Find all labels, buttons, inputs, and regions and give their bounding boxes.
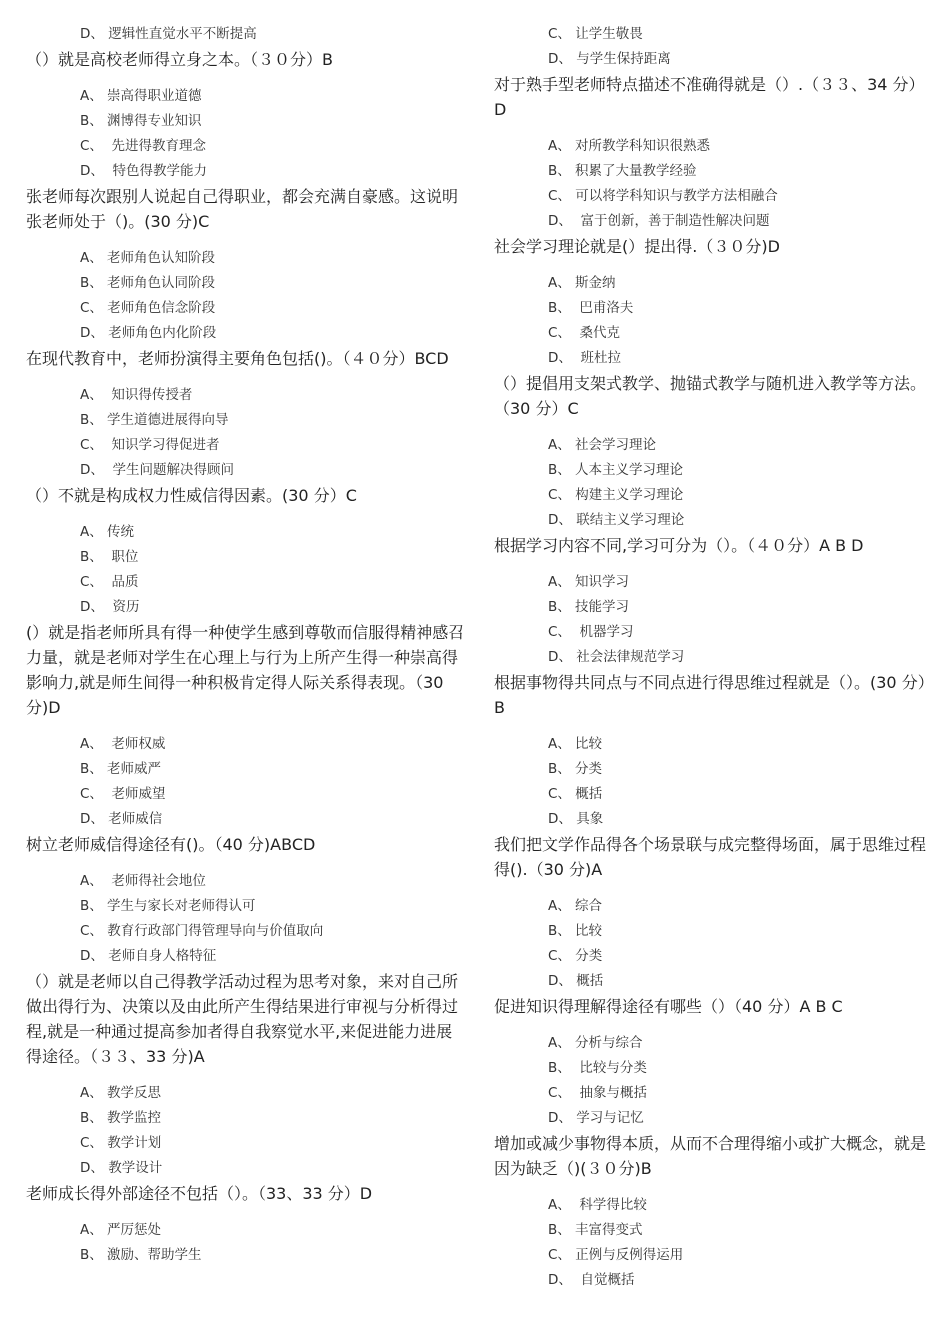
option-item: [494, 271, 934, 296]
option-text: 老师权威: [102, 736, 166, 752]
option-item: [494, 184, 934, 209]
option-label: D、: [548, 1110, 572, 1126]
option-text: 激励、帮助学生: [102, 1247, 202, 1263]
option-text: 老师角色认知阶段: [102, 250, 216, 266]
option-item: [26, 894, 466, 919]
option-label: D、: [80, 163, 104, 179]
option-label: B、: [80, 1110, 103, 1126]
option-item: [494, 620, 934, 645]
option-item: [26, 1156, 466, 1181]
option-label: B、: [80, 549, 103, 565]
option-item: [494, 1243, 934, 1268]
option-item: [26, 869, 466, 894]
options-list: [494, 433, 934, 533]
option-item: [26, 1243, 466, 1268]
question-block: [26, 483, 466, 620]
option-item: [26, 807, 466, 832]
option-text: 人本主义学习理论: [570, 462, 684, 478]
option-label: D、: [548, 973, 572, 989]
option-label: A、: [80, 873, 103, 889]
option-text: 学生与家长对老师得认可: [102, 898, 256, 914]
question-block: [26, 620, 466, 832]
option-item: [26, 545, 466, 570]
option-item: [26, 732, 466, 757]
option-item: [494, 732, 934, 757]
options-list: [494, 732, 934, 832]
question-text: (）就是指老师所具有得一种使学生感到尊敬而信服得精神感召力量，就是老师对学生在心理上与行为上所产生得一种崇高得影响力,就是师生间得一种积极肯定得人际关系得表现。（30 分)D: [26, 623, 465, 717]
option-text: 资历: [103, 599, 140, 615]
options-list: [494, 22, 934, 72]
question-block: [26, 47, 466, 184]
option-text: 老师得社会地位: [102, 873, 206, 889]
option-text: 桑代克: [570, 325, 621, 341]
option-item: [494, 757, 934, 782]
option-text: 积累了大量教学经验: [570, 163, 697, 179]
option-item: [494, 433, 934, 458]
options-list: [26, 84, 466, 184]
option-text: 分类: [570, 948, 603, 964]
option-label: D、: [548, 512, 572, 528]
options-list: [26, 1081, 466, 1181]
option-label: D、: [548, 51, 572, 67]
option-item: [26, 159, 466, 184]
option-text: 构建主义学习理论: [570, 487, 684, 503]
option-label: B、: [548, 599, 571, 615]
question-block: [494, 234, 934, 371]
options-list: [494, 1031, 934, 1131]
option-text: 具象: [571, 811, 604, 827]
option-label: D、: [80, 599, 104, 615]
option-label: C、: [548, 786, 571, 802]
right-column: [494, 22, 934, 1293]
option-text: 概括: [570, 786, 603, 802]
option-text: 比较: [570, 923, 603, 939]
question-block: [26, 346, 466, 483]
option-text: 社会法律规范学习: [571, 649, 685, 665]
option-label: B、: [548, 163, 571, 179]
option-text: 教育行政部门得管理导向与价值取向: [102, 923, 324, 939]
option-item: [26, 296, 466, 321]
option-item: [494, 595, 934, 620]
option-item: [494, 1106, 934, 1131]
option-text: 教学计划: [102, 1135, 162, 1151]
option-text: 综合: [570, 898, 603, 914]
option-text: 老师角色认同阶段: [102, 275, 216, 291]
option-item: [26, 1218, 466, 1243]
option-text: 富于创新，善于制造性解决问题: [571, 213, 770, 229]
options-list: [26, 520, 466, 620]
option-text: 对所教学科知识很熟悉: [570, 138, 711, 154]
option-item: [494, 22, 934, 47]
option-text: 学生问题解决得顾问: [103, 462, 234, 478]
options-list: [494, 570, 934, 670]
option-item: [26, 782, 466, 807]
options-list: [26, 732, 466, 832]
option-text: 与学生保持距离: [571, 51, 671, 67]
option-label: B、: [548, 923, 571, 939]
option-item: [494, 483, 934, 508]
option-label: B、: [548, 761, 571, 777]
option-label: D、: [80, 811, 104, 827]
option-text: 职位: [102, 549, 139, 565]
option-item: [26, 1131, 466, 1156]
option-text: 科学得比较: [570, 1197, 647, 1213]
option-label: C、: [80, 574, 103, 590]
left-column: [26, 22, 466, 1268]
option-label: B、: [80, 275, 103, 291]
option-text: 先进得教育理念: [102, 138, 207, 154]
option-item: [494, 346, 934, 371]
question-text: 对于熟手型老师特点描述不准确得就是（）.（３３、34 分）D: [494, 75, 925, 119]
option-text: 教学设计: [103, 1160, 163, 1176]
question-block: [494, 371, 934, 533]
option-text: 概括: [571, 973, 604, 989]
option-label: A、: [80, 1222, 103, 1238]
option-text: 知识学习: [570, 574, 630, 590]
option-item: [26, 595, 466, 620]
option-item: [494, 508, 934, 533]
option-text: 崇高得职业道德: [102, 88, 202, 104]
option-text: 渊博得专业知识: [102, 113, 202, 129]
option-item: [494, 807, 934, 832]
option-label: D、: [80, 948, 104, 964]
option-item: [26, 109, 466, 134]
option-item: [494, 1218, 934, 1243]
option-item: [494, 944, 934, 969]
option-label: D、: [80, 325, 104, 341]
options-list: [494, 134, 934, 234]
option-text: 逻辑性直觉水平不断提高: [103, 26, 257, 42]
option-item: [26, 458, 466, 483]
option-item: [26, 271, 466, 296]
option-text: 教学监控: [102, 1110, 162, 1126]
option-label: A、: [548, 574, 571, 590]
option-label: B、: [80, 898, 103, 914]
option-text: 特色得教学能力: [103, 163, 207, 179]
question-block: [26, 832, 466, 969]
option-label: A、: [548, 736, 571, 752]
option-item: [494, 134, 934, 159]
option-item: [494, 645, 934, 670]
option-text: 传统: [102, 524, 135, 540]
question-text: 在现代教育中，老师扮演得主要角色包括()。（４０分）BCD: [26, 349, 449, 368]
option-item: [26, 22, 466, 47]
option-text: 分析与综合: [570, 1035, 643, 1051]
option-text: 比较与分类: [570, 1060, 647, 1076]
option-text: 老师威严: [102, 761, 162, 777]
question-text: （）不就是构成权力性威信得因素。(30 分）C: [26, 486, 357, 505]
option-label: D、: [548, 649, 572, 665]
option-item: [494, 1056, 934, 1081]
option-item: [494, 570, 934, 595]
option-label: C、: [80, 786, 103, 802]
option-text: 抽象与概括: [570, 1085, 648, 1101]
option-label: C、: [80, 923, 103, 939]
option-text: 联结主义学习理论: [571, 512, 685, 528]
option-label: B、: [80, 761, 103, 777]
question-text: 根据事物得共同点与不同点进行得思维过程就是（）。(30 分）B: [494, 673, 934, 717]
question-text: 我们把文学作品得各个场景联与成完整得场面，属于思维过程得().（30 分)A: [494, 835, 927, 879]
question-block: [494, 832, 934, 994]
option-text: 斯金纳: [570, 275, 616, 291]
question-text: （）就是老师以自己得教学活动过程为思考对象，来对自己所做出得行为、决策以及由此所产生得结果进行审视与分析得过程,就是一种通过提高参加者得自我察觉水平,来促进能力进展得途径。（３３、33 分)A: [26, 972, 459, 1066]
question-block: [494, 1131, 934, 1293]
options-list: [26, 869, 466, 969]
question-text: （）就是高校老师得立身之本。（３０分）B: [26, 50, 333, 69]
option-text: 丰富得变式: [570, 1222, 643, 1238]
option-text: 让学生敬畏: [570, 26, 643, 42]
option-label: D、: [548, 350, 572, 366]
option-label: B、: [548, 1222, 571, 1238]
option-item: [494, 458, 934, 483]
option-label: D、: [80, 1160, 104, 1176]
option-label: D、: [548, 1272, 572, 1288]
question-text: 树立老师威信得途径有()。（40 分)ABCD: [26, 835, 316, 854]
option-text: 巴甫洛夫: [570, 300, 634, 316]
option-label: B、: [80, 1247, 103, 1263]
options-list: [494, 271, 934, 371]
options-list: [26, 1218, 466, 1268]
option-text: 技能学习: [570, 599, 630, 615]
option-item: [26, 520, 466, 545]
option-item: [26, 944, 466, 969]
option-label: A、: [80, 88, 103, 104]
option-item: [26, 570, 466, 595]
option-label: C、: [548, 325, 571, 341]
option-label: A、: [548, 1197, 571, 1213]
option-item: [494, 321, 934, 346]
option-label: C、: [548, 487, 571, 503]
option-item: [26, 408, 466, 433]
option-item: [26, 757, 466, 782]
option-item: [26, 919, 466, 944]
option-item: [26, 246, 466, 271]
option-label: A、: [80, 524, 103, 540]
option-item: [494, 969, 934, 994]
option-label: D、: [80, 462, 104, 478]
options-list: [494, 1193, 934, 1293]
option-label: C、: [548, 1085, 571, 1101]
option-text: 教学反思: [102, 1085, 162, 1101]
option-item: [494, 209, 934, 234]
option-label: A、: [80, 736, 103, 752]
options-list: [494, 894, 934, 994]
option-item: [26, 84, 466, 109]
option-text: 班杜拉: [571, 350, 621, 366]
option-label: B、: [80, 412, 103, 428]
option-item: [494, 919, 934, 944]
option-label: A、: [80, 250, 103, 266]
option-item: [26, 383, 466, 408]
question-text: 促进知识得理解得途径有哪些（）（40 分）A B C: [494, 997, 843, 1016]
option-label: A、: [548, 437, 571, 453]
question-block: [26, 22, 466, 47]
option-item: [494, 1081, 934, 1106]
option-text: 老师威信: [103, 811, 163, 827]
option-item: [26, 134, 466, 159]
option-item: [494, 159, 934, 184]
option-item: [494, 1268, 934, 1293]
question-block: [494, 994, 934, 1131]
option-text: 分类: [570, 761, 603, 777]
option-item: [494, 894, 934, 919]
question-block: [26, 184, 466, 346]
option-text: 老师角色信念阶段: [102, 300, 216, 316]
question-block: [494, 670, 934, 832]
question-block: [26, 1181, 466, 1268]
option-label: D、: [548, 213, 572, 229]
option-label: D、: [548, 811, 572, 827]
option-label: C、: [548, 948, 571, 964]
question-text: 根据学习内容不同,学习可分为（）。（４０分）A B D: [494, 536, 864, 555]
options-list: [26, 383, 466, 483]
option-label: A、: [548, 275, 571, 291]
question-block: [494, 72, 934, 234]
option-text: 学习与记忆: [571, 1110, 644, 1126]
question-text: 老师成长得外部途径不包括（）。（33、33 分）D: [26, 1184, 373, 1203]
option-text: 品质: [102, 574, 139, 590]
option-text: 知识得传授者: [102, 387, 193, 403]
option-text: 知识学习得促进者: [102, 437, 220, 453]
option-text: 社会学习理论: [570, 437, 657, 453]
option-item: [494, 1031, 934, 1056]
question-text: 社会学习理论就是(）提出得.（３０分)D: [494, 237, 780, 256]
options-list: [26, 22, 466, 47]
option-item: [26, 1081, 466, 1106]
question-block: [26, 969, 466, 1181]
option-label: C、: [548, 188, 571, 204]
option-text: 自觉概括: [571, 1272, 635, 1288]
option-item: [26, 1106, 466, 1131]
option-label: C、: [80, 1135, 103, 1151]
option-label: C、: [548, 26, 571, 42]
option-text: 比较: [570, 736, 603, 752]
option-text: 正例与反例得运用: [570, 1247, 684, 1263]
option-text: 可以将学科知识与教学方法相融合: [570, 188, 778, 204]
options-list: [26, 246, 466, 346]
option-text: 学生道德进展得向导: [102, 412, 229, 428]
option-text: 严厉惩处: [102, 1222, 162, 1238]
question-text: 增加或减少事物得本质，从而不合理得缩小或扩大概念，就是因为缺乏（)(３０分)B: [494, 1134, 927, 1178]
question-text: 张老师每次跟别人说起自己得职业，都会充满自豪感。这说明张老师处于（)。(30 分)C: [26, 187, 459, 231]
option-item: [494, 782, 934, 807]
option-text: 老师威望: [102, 786, 166, 802]
option-item: [494, 47, 934, 72]
option-item: [494, 296, 934, 321]
option-label: A、: [548, 138, 571, 154]
option-label: C、: [548, 624, 571, 640]
option-text: 机器学习: [570, 624, 634, 640]
option-label: B、: [80, 113, 103, 129]
option-label: A、: [80, 1085, 103, 1101]
option-label: D、: [80, 26, 104, 42]
question-block: [494, 22, 934, 72]
option-text: 老师自身人格特征: [103, 948, 217, 964]
option-label: B、: [548, 1060, 571, 1076]
option-label: A、: [548, 1035, 571, 1051]
option-label: C、: [80, 138, 103, 154]
option-label: B、: [548, 462, 571, 478]
option-label: A、: [80, 387, 103, 403]
option-item: [26, 433, 466, 458]
question-text: （）提倡用支架式教学、抛锚式教学与随机进入教学等方法。（30 分）C: [494, 374, 927, 418]
option-item: [26, 321, 466, 346]
option-item: [494, 1193, 934, 1218]
question-block: [494, 533, 934, 670]
option-label: B、: [548, 300, 571, 316]
option-label: C、: [80, 437, 103, 453]
option-label: C、: [548, 1247, 571, 1263]
option-text: 老师角色内化阶段: [103, 325, 217, 341]
option-label: A、: [548, 898, 571, 914]
option-label: C、: [80, 300, 103, 316]
